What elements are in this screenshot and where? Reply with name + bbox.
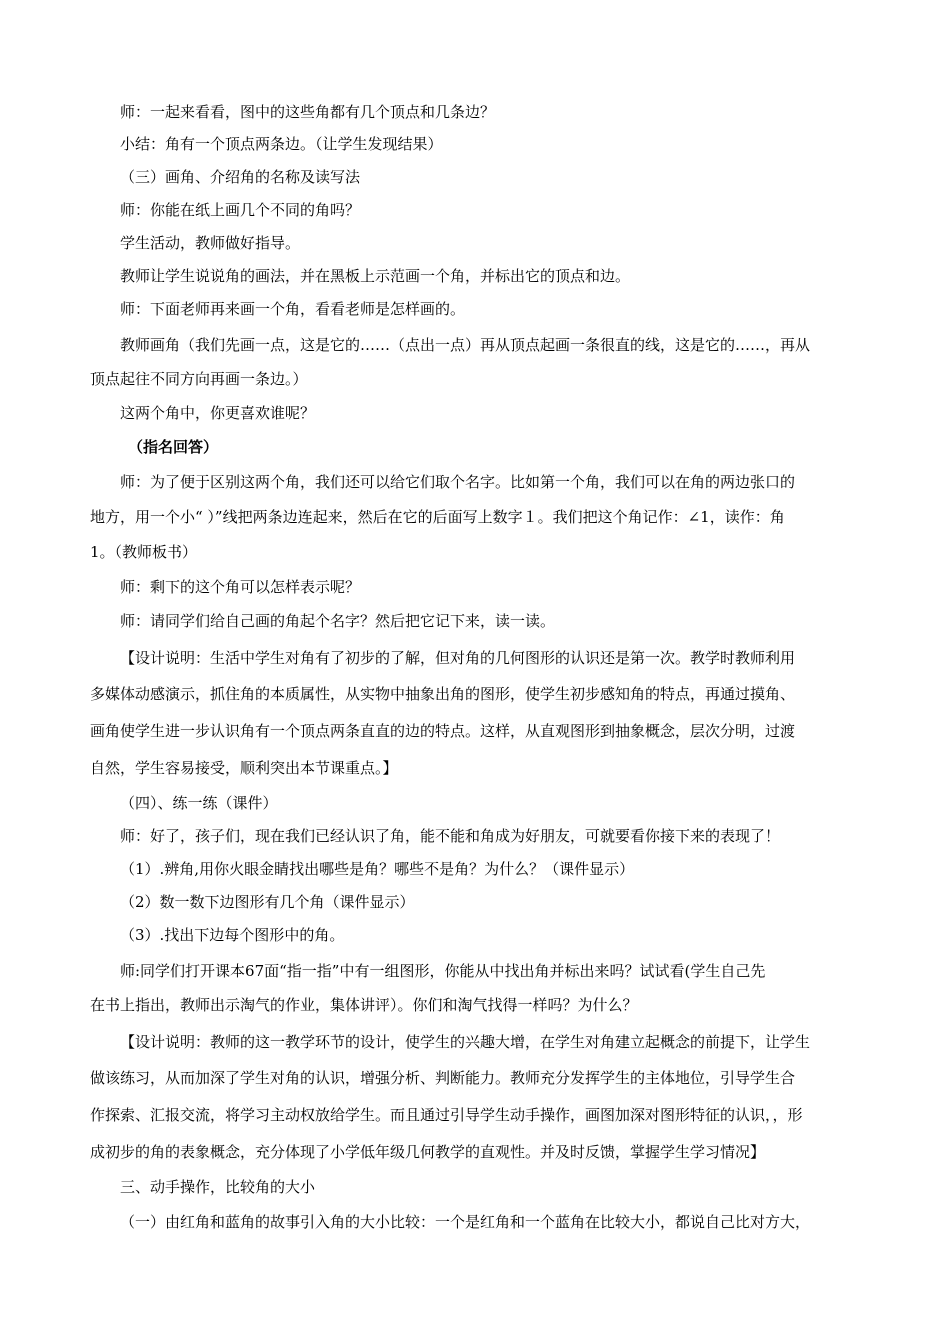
text-line: 师：剩下的这个角可以怎样表示呢？ (120, 578, 361, 596)
exercise-item: （1）.辨角,用你火眼金睛找出哪些是角？哪些不是角？为什么？（课件显示） (120, 860, 635, 878)
text-line: 师：好了，孩子们，现在我们已经认识了角，能不能和角成为好朋友，可就要看你接下来的表现了！ (120, 827, 781, 845)
design-note: 【设计说明：教师的这一教学环节的设计，使学生的兴趣大增，在学生对角建立起概念的前提下，让学生 (120, 1033, 811, 1051)
text-line: 师：为了便于区别这两个角，我们还可以给它们取个名字。比如第一个角，我们可以在角的两边张口的 (120, 473, 796, 491)
text-line: 1。（教师板书） (90, 543, 198, 561)
text-line: 学生活动，教师做好指导。 (120, 234, 301, 252)
text-line: 教师让学生说说角的画法，并在黑板上示范画一个角，并标出它的顶点和边。 (120, 267, 631, 285)
text-line: 教师画角（我们先画一点，这是它的……（点出一点）再从顶点起画一条很直的线，这是它的……，再从 (120, 336, 811, 354)
section-heading: （三）画角、介绍角的名称及读写法 (120, 168, 361, 186)
text-line: 师:同学们打开课本67面“指一指”中有一组图形，你能从中找出角并标出来吗？试试看(学生自己先 (120, 962, 766, 980)
exercise-item: （2）数一数下边图形有几个角（课件显示） (120, 893, 415, 911)
text-line: 师：一起来看看，图中的这些角都有几个顶点和几条边？ (120, 103, 496, 121)
text-line: （一）由红角和蓝角的故事引入角的大小比较：一个是红角和一个蓝角在比较大小，都说自己比对方大， (120, 1213, 811, 1231)
text-line: 师：下面老师再来画一个角，看看老师是怎样画的。 (120, 300, 466, 318)
design-note: 【设计说明：生活中学生对角有了初步的了解，但对角的几何图形的认识还是第一次。教学时教师利用 (120, 649, 796, 667)
design-note: 自然，学生容易接受，顺利突出本节课重点。】 (90, 759, 398, 777)
design-note: 做该练习，从而加深了学生对角的认识，增强分析、判断能力。教师充分发挥学生的主体地位，引导学生合 (90, 1069, 796, 1087)
text-line: 这两个角中，你更喜欢谁呢？ (120, 404, 316, 422)
text-line: 地方，用一个小“ ）”线把两条边连起来，然后在它的后面写上数字１。我们把这个角记作：∠1，读作：角 (90, 508, 785, 526)
design-note: 成初步的角的表象概念，充分体现了小学低年级几何教学的直观性。并及时反馈，掌握学生学习情况】 (90, 1143, 766, 1161)
design-note: 画角使学生进一步认识角有一个顶点两条直直的边的特点。这样，从直观图形到抽象概念，层次分明，过渡 (90, 722, 796, 740)
exercise-item: （3）.找出下边每个图形中的角。 (120, 926, 345, 944)
text-line: 顶点起往不同方向再画一条边。） (90, 370, 308, 388)
design-note: 作探索、汇报交流，将学习主动权放给学生。而且通过引导学生动手操作，画图加深对图形特征的认识，，形 (90, 1106, 803, 1124)
text-line: 师：你能在纸上画几个不同的角吗？ (120, 201, 361, 219)
text-line: 小结：角有一个顶点两条边。（让学生发现结果） (120, 135, 443, 153)
bold-note: （指名回答） (128, 438, 219, 456)
text-line: 在书上指出，教师出示淘气的作业，集体讲评）。你们和淘气找得一样吗？为什么？ (90, 996, 638, 1014)
section-heading: （四）、练一练（课件） (120, 794, 278, 812)
text-line: 师：请同学们给自己画的角起个名字？然后把它记下来，读一读。 (120, 612, 556, 630)
section-heading: 三、动手操作，比较角的大小 (120, 1178, 316, 1196)
design-note: 多媒体动感演示，抓住角的本质属性，从实物中抽象出角的图形，使学生初步感知角的特点，再通过摸角、 (90, 685, 796, 703)
